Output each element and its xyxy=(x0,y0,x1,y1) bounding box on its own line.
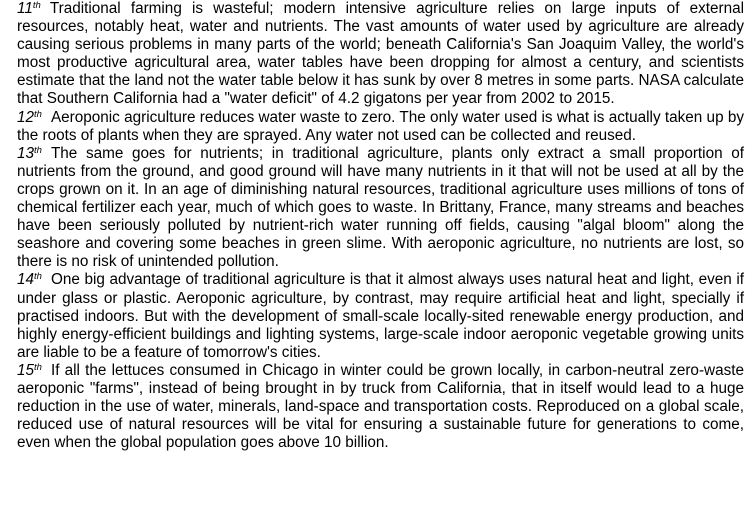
paragraph-number: 14th xyxy=(17,271,42,289)
paragraph-number: 12th xyxy=(17,108,42,126)
paragraph-11 xyxy=(17,0,744,109)
paragraph-number: 13th xyxy=(17,144,42,162)
paragraph-text: Aeroponic agriculture reduces water waste to zero. The only water used is what is actually taken up by the roots of plants when they are sprayed. Any water not used can be collected and reused. xyxy=(17,108,744,144)
paragraph-12 xyxy=(17,109,744,145)
paragraph-text: The same goes for nutrients; in traditional agriculture, plants only extract a small proportion of nutrients from the ground, and good ground will have many nutrients in it that will not be used at all by the crops grown on it. In an age of diminishing natural resources, traditional agriculture uses millions of tons of chemical fertilizer each year, much of which goes to waste. In Brittany, France, many streams and beaches have been seriously polluted by nutrient-rich water running off fields, causing "algal bloom" along the seashore and covering some beaches in green slime. With aeroponic agriculture, no nutrients are lost, so there is no risk of unintended pollution. xyxy=(17,144,744,271)
paragraph-13 xyxy=(17,145,744,272)
paragraph-number: 15th xyxy=(17,361,42,379)
paragraph-15 xyxy=(17,362,744,452)
paragraph-14 xyxy=(17,271,744,361)
paragraph-text: One big advantage of traditional agriculture is that it almost always uses natural heat and light, even if under glass or plastic. Aeroponic agriculture, by contrast, may require artificial heat and light, specially if practised indoors. But with the development of small-scale locally-sited renewable energy production, and highly energy-efficient buildings and lighting systems, large-scale indoor aeroponic vegetable growing units are liable to be a feature of tomorrow's cities. xyxy=(17,271,744,361)
paragraph-text: If all the lettuces consumed in Chicago in winter could be grown locally, in carbon-neutral zero-waste aeroponic "farms", instead of being brought in by truck from California, that in itself would lead to a huge reduction in the use of water, minerals, land-space and transportation costs. Reproduced on a global scale, reduced use of natural resources will be vital for ensuring a sustainable future for generations to come, even when the global population goes above 10 billion. xyxy=(17,361,744,452)
paragraph-number: 11th xyxy=(17,0,41,17)
paragraph-text: Traditional farming is wasteful; modern intensive agriculture relies on large inputs of external resources, notably heat, water and nutrients. The vast amounts of water used by agriculture are already causing serious problems in many parts of the world; beneath California's San Joaquim Valley, the world's most productive agricultural area, water tables have been dropping for almost a century, and scientists estimate that the land not the water table below it has sunk by over 8 metres in some parts. NASA calculate that Southern California had a "water deficit" of 4.2 gigatons per year from 2002 to 2015. xyxy=(17,0,744,108)
